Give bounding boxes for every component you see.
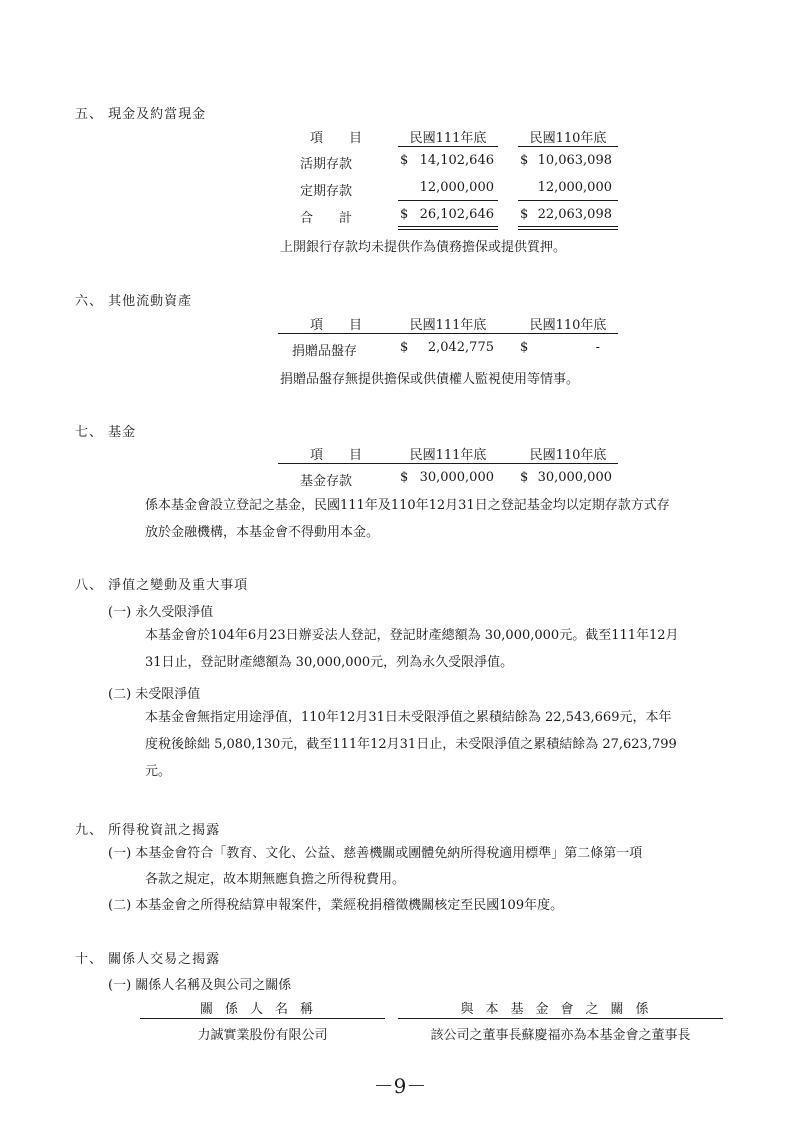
total-111: 26,102,646: [419, 207, 494, 222]
header-rule-110: [518, 146, 618, 147]
section-8-sub-2-line-3: 元。: [145, 764, 172, 779]
total-double-rule-110b: [518, 229, 618, 230]
dollar-sign: $: [400, 340, 409, 355]
section-5-note: 上開銀行存款均未提供作為債務擔保或提供質押。: [280, 240, 567, 255]
row-item: 活期存款: [300, 157, 353, 172]
col-header-item: 項 目: [309, 131, 362, 146]
section-8-sub-1-line-2: 31日止，登記財產總額為 30,000,000元，列為永久受限淨值。: [145, 655, 514, 670]
col-header-relationship: 與本基金會之關係: [460, 1002, 661, 1017]
amount-110: 12,000,000: [537, 180, 612, 195]
section-6-note: 捐贈品盤存無提供擔保或供債權人監視使用等情事。: [280, 372, 580, 387]
amount-110: -: [595, 340, 600, 355]
amount-111: 12,000,000: [419, 180, 494, 195]
page-number: －9－: [373, 1074, 427, 1098]
amount-111: 30,000,000: [419, 470, 494, 485]
amount-111: 14,102,646: [419, 153, 494, 168]
col-header-110: 民國110年底: [529, 318, 607, 333]
col-header-111: 民國111年底: [409, 448, 487, 463]
dollar-sign: $: [520, 470, 529, 485]
section-5-heading: 五、 現金及約當現金: [75, 107, 207, 122]
amount-110: 10,063,098: [537, 153, 612, 168]
row-item: 基金存款: [300, 474, 353, 489]
col-header-related-party: 關係人名稱: [199, 1002, 325, 1017]
col-header-item: 項 目: [309, 318, 362, 333]
amount-111: 2,042,775: [427, 340, 494, 355]
section-8-heading: 八、 淨值之變動及重大事項: [75, 578, 249, 593]
total-double-rule-111b: [398, 229, 498, 230]
header-rule-relation: [398, 1018, 723, 1019]
section-8-sub-2-line-2: 度稅後餘絀 5,080,130元，截至111年12月31日止，未受限淨值之累積結餘為 27,623,799: [145, 737, 677, 752]
related-party-relationship: 該公司之董事長蘇慶福亦為本基金會之董事長: [430, 1028, 691, 1043]
row-item-total: 合 計: [300, 211, 353, 226]
subtotal-rule-111: [398, 200, 498, 201]
dollar-sign: $: [520, 340, 529, 355]
dollar-sign: $: [400, 470, 409, 485]
section-7-paragraph-line-1: 係本基金會設立登記之基金，民國111年及110年12月31日之登記基金均以定期存款方式存: [145, 498, 670, 513]
section-7-paragraph-line-2: 放於金融機構，本基金會不得動用本金。: [145, 525, 380, 540]
dollar-sign: $: [400, 207, 409, 222]
section-9-heading: 九、 所得稅資訊之揭露: [75, 823, 221, 838]
section-8-sub-1: (一) 永久受限淨值: [108, 605, 214, 620]
section-9-item-2: (二) 本基金會之所得稅結算申報案件，業經稅捐稽徵機關核定至民國109年度。: [108, 898, 564, 913]
section-9-item-1-line-1: (一) 本基金會符合「教育、文化、公益、慈善機關或團體免納所得稅適用標準」第二條第一項: [108, 846, 643, 861]
total-double-rule-110a: [518, 226, 618, 227]
col-header-110: 民國110年底: [529, 131, 607, 146]
header-rule-name: [140, 1018, 385, 1019]
related-party-name: 力誠實業股份有限公司: [197, 1028, 328, 1043]
dollar-sign: $: [520, 153, 529, 168]
header-rule-111: [398, 146, 498, 147]
total-double-rule-111a: [398, 226, 498, 227]
header-rule: [278, 463, 618, 464]
subtotal-rule-110: [518, 200, 618, 201]
amount-110: 30,000,000: [537, 470, 612, 485]
section-8-sub-1-line-1: 本基金會於104年6月23日辦妥法人登記，登記財產總額為 30,000,000元。截至111年12月: [145, 628, 679, 643]
row-item: 定期存款: [300, 184, 353, 199]
section-8-sub-2-line-1: 本基金會無指定用途淨值，110年12月31日未受限淨值之累積結餘為 22,543,669元，本年: [145, 710, 672, 725]
total-110: 22,063,098: [537, 207, 612, 222]
row-item: 捐贈品盤存: [292, 344, 358, 359]
header-rule: [278, 333, 618, 334]
dollar-sign: $: [520, 207, 529, 222]
section-10-sub-1: (一) 關係人名稱及與公司之關係: [108, 978, 292, 993]
section-6-heading: 六、 其他流動資產: [75, 294, 193, 309]
col-header-item: 項 目: [309, 448, 362, 463]
section-10-heading: 十、 關係人交易之揭露: [75, 952, 221, 967]
col-header-111: 民國111年底: [409, 318, 487, 333]
section-7-heading: 七、 基金: [75, 425, 137, 440]
dollar-sign: $: [400, 153, 409, 168]
col-header-110: 民國110年底: [529, 448, 607, 463]
section-9-item-1-line-2: 各款之規定，故本期無應負擔之所得稅費用。: [145, 872, 406, 887]
section-8-sub-2: (二) 未受限淨值: [108, 687, 201, 702]
col-header-111: 民國111年底: [409, 131, 487, 146]
